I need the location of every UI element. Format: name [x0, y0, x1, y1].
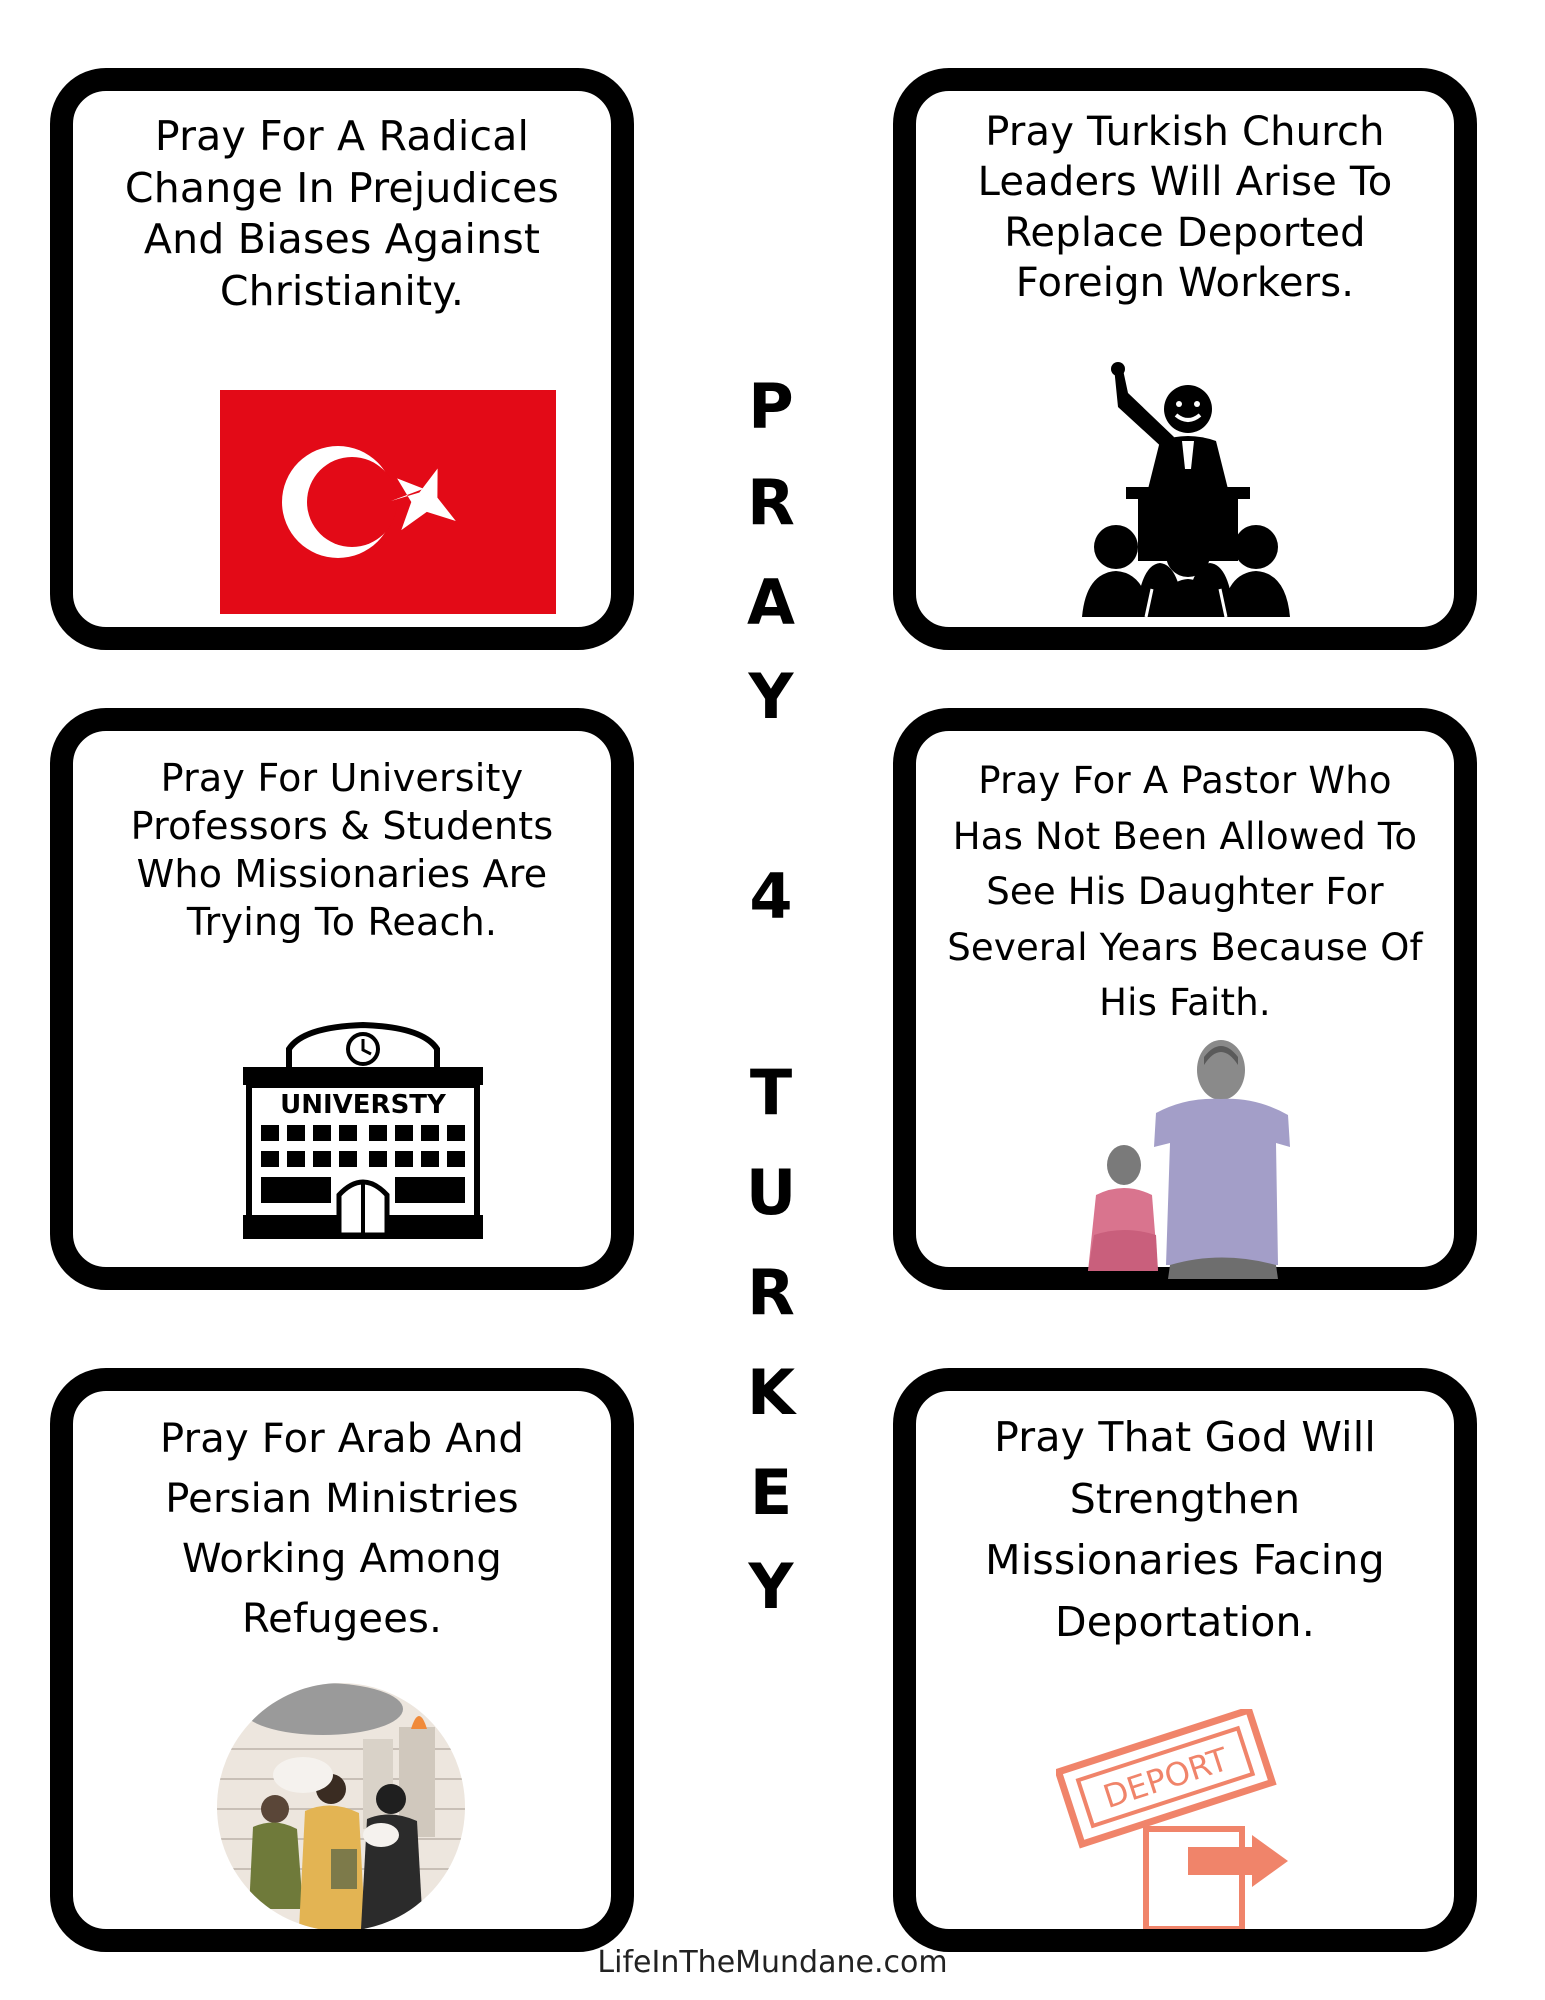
prayer-card-refugees [50, 1368, 634, 1952]
card-text: Pray For A Radical Change In Prejudices And Biases Against Christianity. [124, 112, 560, 315]
card-text: Pray For University Professors & Students Who Missionaries Are Trying To Reach. [130, 756, 554, 944]
prayer-card-deportation [893, 1368, 1477, 1952]
card-text: Pray For A Pastor Who Has Not Been Allowed To See His Daughter For Several Years Because Of His Faith. [947, 759, 1423, 1024]
prayer-card-pastor-daughter [893, 708, 1477, 1290]
card-text: Pray That God Will Strengthen Missionaries Facing Deportation. [985, 1413, 1385, 1646]
turkish-flag-icon [220, 390, 556, 614]
refugees-icon [213, 1679, 473, 1929]
university-building-icon [243, 1019, 483, 1239]
deport-sign-icon [1056, 1709, 1306, 1929]
svg-text:DEPORT: DEPORT [1098, 1740, 1233, 1817]
card-text: Pray Turkish Church Leaders Will Arise To Replace Deported Foreign Workers. [977, 109, 1393, 307]
prayer-card-radical-change [50, 68, 634, 650]
prayer-card-church-leaders [893, 68, 1477, 650]
prayer-card-university [50, 708, 634, 1290]
footer-site-name: LifeInTheMundane.com [597, 1945, 948, 1980]
church-leader-pulpit-icon [1076, 359, 1296, 619]
card-text: Pray For Arab And Persian Ministries Working Among Refugees. [160, 1416, 524, 1642]
svg-text:UNIVERSTY: UNIVERSTY [280, 1090, 446, 1120]
father-and-daughter-icon [1066, 1035, 1316, 1285]
